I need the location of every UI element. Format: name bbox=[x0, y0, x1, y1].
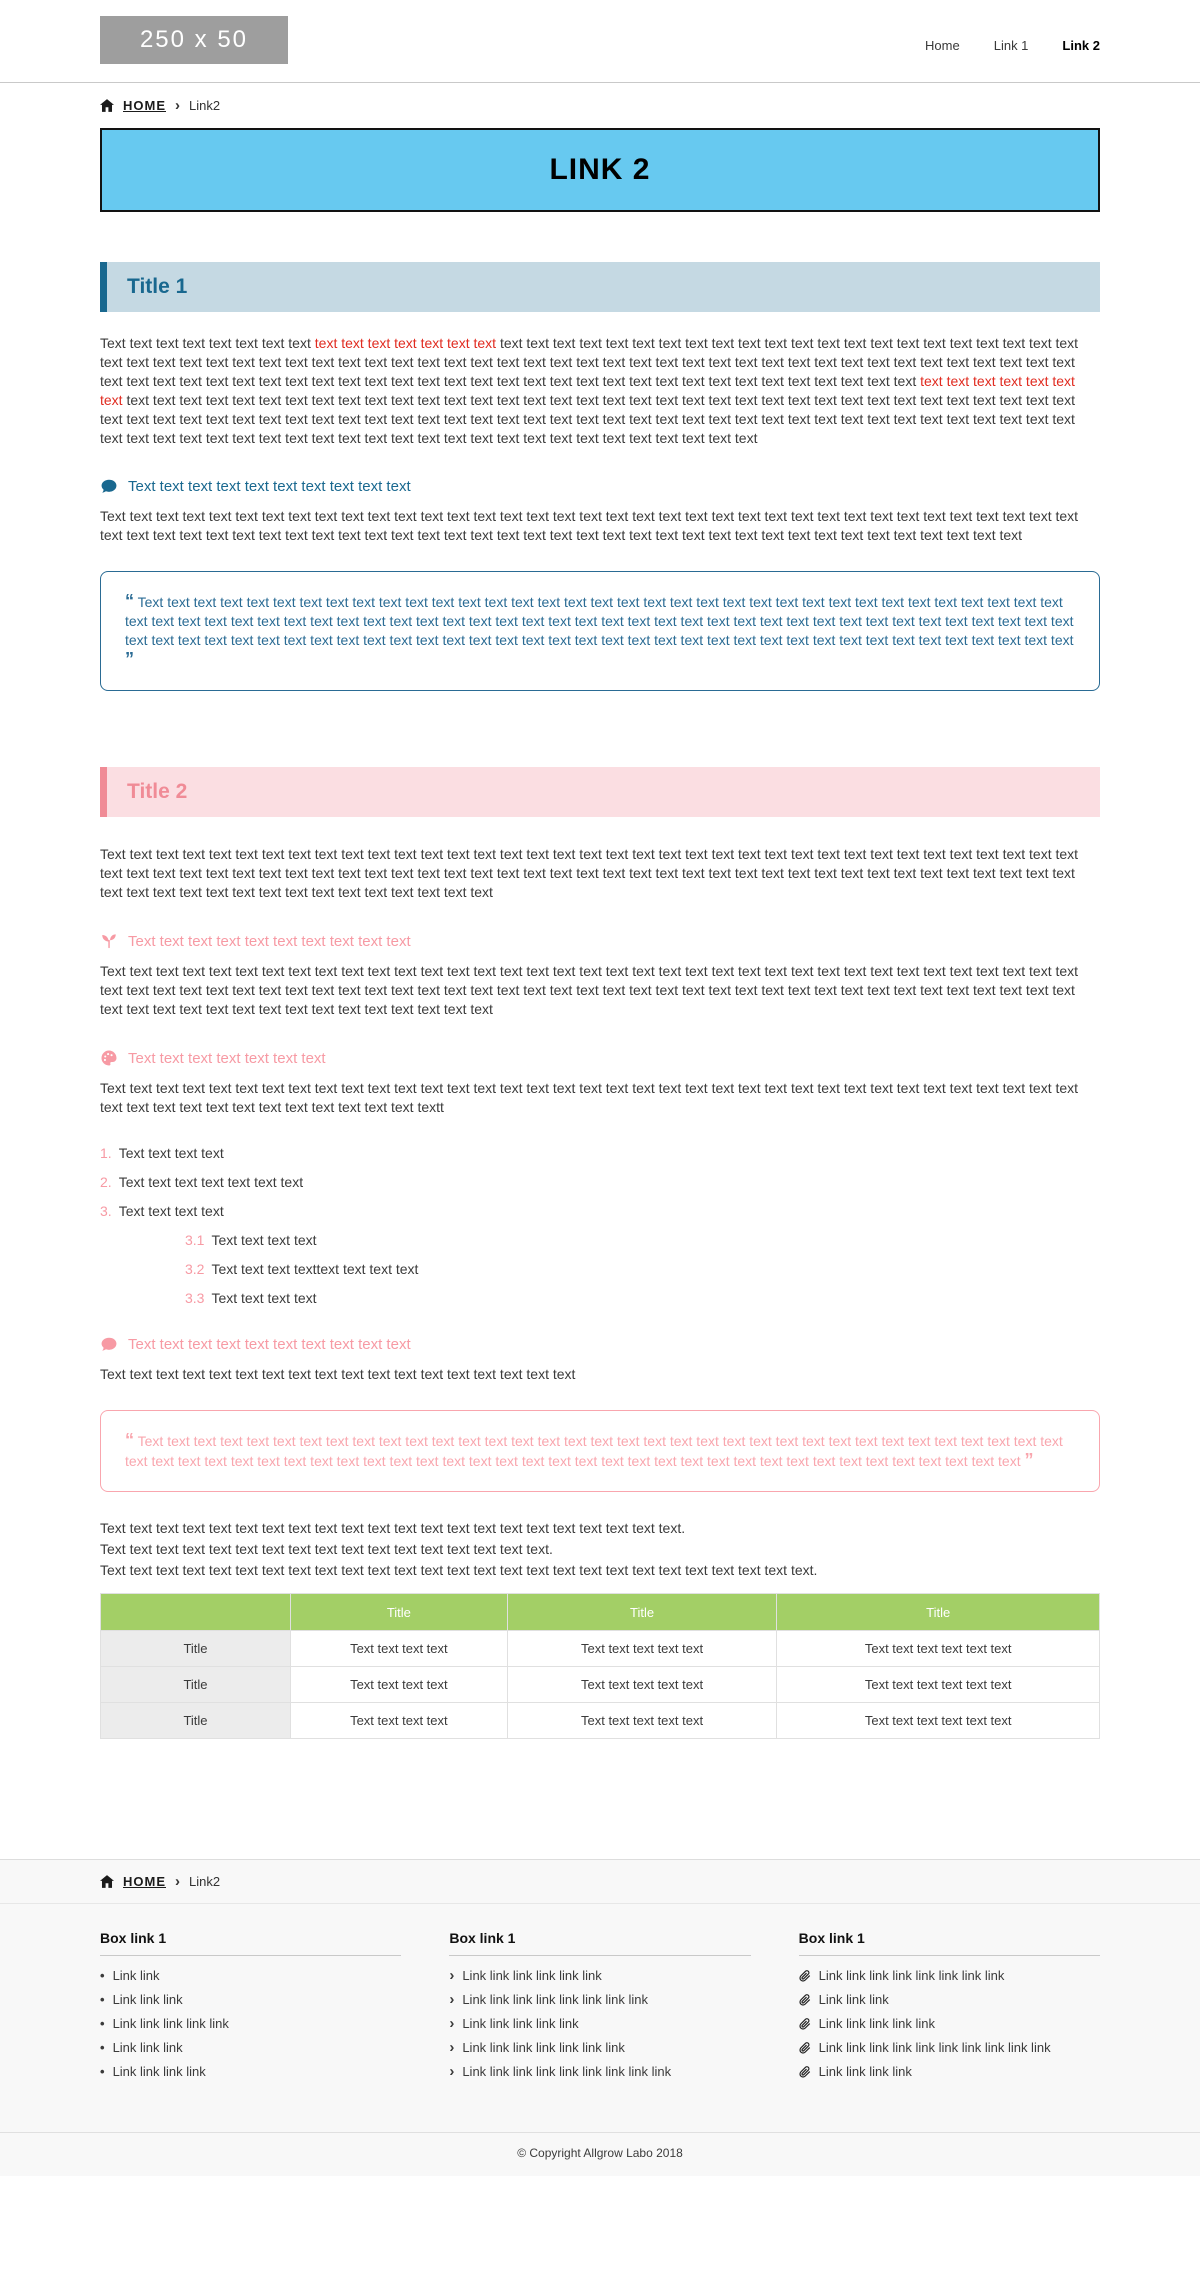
quote-close-icon: ” bbox=[1024, 1450, 1034, 1470]
breadcrumb-current: Link2 bbox=[189, 1874, 221, 1889]
palette-icon bbox=[100, 1049, 118, 1067]
section-title-2: Title 2 bbox=[100, 767, 1100, 817]
breadcrumb-current: Link2 bbox=[189, 98, 221, 113]
table-cell: Text text text text text text bbox=[777, 1631, 1100, 1667]
quote-open-icon: “ bbox=[125, 1430, 134, 1450]
section2-sprout-heading bbox=[100, 932, 1100, 950]
table-row-label: Title bbox=[101, 1703, 291, 1739]
table-cell: Text text text text text text bbox=[777, 1667, 1100, 1703]
chevron-right-icon: › bbox=[449, 2039, 455, 2056]
footer-link-item bbox=[449, 1992, 750, 2007]
heading-text: Text text text text text text text text text text bbox=[128, 932, 411, 950]
footer-link-item bbox=[799, 2016, 1100, 2031]
chevron-right-icon: › bbox=[449, 1991, 455, 2008]
footer-link[interactable]: Link link link link link link link link link bbox=[462, 2064, 672, 2079]
list-number: 3. bbox=[100, 1203, 112, 1219]
list-item-text: Text text text text bbox=[118, 1203, 224, 1219]
table-header-cell: Title bbox=[291, 1594, 508, 1631]
footer-link-item bbox=[799, 2064, 1100, 2079]
footer-link[interactable]: Link link link link bbox=[112, 2064, 206, 2079]
section2-paragraph-3: Text text text text text text text text text text text text text text text text text text text text text text text text text text text text text text text text text text text text text text text text text text text text text text text text text textt bbox=[100, 1080, 1079, 1115]
footer-link-item bbox=[799, 1992, 1100, 2007]
heading-text: Text text text text text text text text text text bbox=[128, 1336, 411, 1353]
paragraph-text: Text text text text text text text text bbox=[100, 335, 311, 351]
list-subitem bbox=[185, 1290, 1100, 1306]
section2-paragraph-1: Text text text text text text text text text text text text text text text text text text text text text text text text text text text text text text text text text text text text text text text text text text text text text text text text text text text text text text text text text text text text text text text text text text text text text text text text text text text text text text text text text text text text text text text text text bbox=[100, 846, 1079, 900]
page-title: LINK 2 bbox=[549, 153, 651, 186]
footer-link-item bbox=[449, 1968, 750, 1983]
footer-link-item bbox=[799, 2040, 1100, 2055]
list-item-text: Text text text texttext text text text bbox=[211, 1261, 419, 1277]
table-row-label: Title bbox=[101, 1631, 291, 1667]
logo[interactable]: 250 x 50 bbox=[100, 16, 288, 64]
chevron-right-icon: › bbox=[175, 97, 180, 114]
chevron-right-icon: › bbox=[449, 1967, 455, 1984]
footer-link[interactable]: Link link link link link link link bbox=[462, 2040, 625, 2055]
paperclip-icon bbox=[799, 2042, 811, 2054]
list-subitem bbox=[185, 1261, 1100, 1277]
footer-link-item bbox=[100, 2040, 401, 2055]
footer-link[interactable]: Link link link link link link link link bbox=[818, 1968, 1005, 1983]
heading-text: Text text text text text text text bbox=[128, 1049, 326, 1067]
table-cell: Text text text text bbox=[291, 1703, 508, 1739]
chevron-right-icon: › bbox=[449, 2063, 455, 2080]
footer-box-title: Box link 1 bbox=[449, 1930, 750, 1956]
paperclip-icon bbox=[799, 2018, 811, 2030]
table-header-row bbox=[101, 1594, 1100, 1631]
table-row bbox=[101, 1631, 1100, 1667]
quote-close-icon: ” bbox=[125, 649, 134, 669]
numbered-list bbox=[100, 1145, 1100, 1306]
list-number: 3.2 bbox=[185, 1261, 205, 1277]
paperclip-icon bbox=[799, 2066, 811, 2078]
list-subitem bbox=[185, 1232, 1100, 1248]
table-cell: Text text text text bbox=[291, 1667, 508, 1703]
comment-icon bbox=[100, 1336, 118, 1353]
footer-link[interactable]: Link link bbox=[112, 1968, 160, 1983]
paperclip-icon bbox=[799, 1994, 811, 2006]
footer-link[interactable]: Link link link link bbox=[818, 2064, 912, 2079]
footer-link[interactable]: Link link link bbox=[112, 2040, 183, 2055]
nav-item-home[interactable]: Home bbox=[925, 37, 960, 53]
footer-link-item bbox=[100, 1992, 401, 2007]
closing-line: Text text text text text text text text text text text text text text text text text. bbox=[100, 1541, 553, 1557]
site-header bbox=[0, 0, 1200, 83]
comment-icon bbox=[100, 478, 118, 495]
footer-link-item bbox=[100, 2016, 401, 2031]
highlighted-text: text text text text text text text bbox=[314, 335, 497, 351]
paragraph-text: text text text text text text text text text text text text text text text text text text text text text text text text text text text text text text text text text text text text text text text text text text text text text text text text text text text text text text text text text text text text text text text text text text text text text text text text text text text text text text text text text text text text text text text text text text bbox=[100, 335, 1079, 389]
footer-link-item bbox=[799, 1968, 1100, 1983]
list-item-text: Text text text text bbox=[118, 1145, 224, 1161]
table-header-cell: Title bbox=[777, 1594, 1100, 1631]
page-title-banner bbox=[100, 128, 1100, 212]
footer-box-3 bbox=[799, 1930, 1100, 2088]
footer-link-item bbox=[100, 1968, 401, 1983]
nav-item-link1[interactable]: Link 1 bbox=[993, 37, 1029, 53]
breadcrumb bbox=[100, 98, 1100, 113]
list-item-text: Text text text text bbox=[211, 1290, 317, 1306]
heading-text: Text text text text text text text text text text bbox=[128, 478, 411, 495]
footer-box-title: Box link 1 bbox=[100, 1930, 401, 1956]
footer-link-item bbox=[449, 2016, 750, 2031]
numbered-sublist bbox=[100, 1232, 1100, 1306]
paperclip-icon bbox=[799, 1970, 811, 1982]
table-row bbox=[101, 1667, 1100, 1703]
footer-box-1 bbox=[100, 1930, 401, 2088]
closing-line: Text text text text text text text text text text text text text text text text text text text text text text text text text text text. bbox=[100, 1562, 818, 1578]
footer-link[interactable]: Link link link bbox=[818, 1992, 889, 2007]
section2-paragraph-2: Text text text text text text text text text text text text text text text text text text text text text text text text text text text text text text text text text text text text text text text text text text text text text text text text text text text text text text text text text text text text text text text text text text text text text text text text text text text text text text text text text text text text text text text text text bbox=[100, 963, 1079, 1017]
list-item bbox=[100, 1203, 1100, 1219]
copyright: © Copyright Allgrow Labo 2018 bbox=[0, 2132, 1200, 2176]
footer-link[interactable]: Link link link bbox=[112, 1992, 183, 2007]
breadcrumb-home-link[interactable]: HOME bbox=[123, 98, 166, 113]
bullet-icon: • bbox=[100, 2016, 105, 2031]
bullet-icon: • bbox=[100, 1992, 105, 2007]
table-cell: Text text text text bbox=[291, 1631, 508, 1667]
footer-link-boxes bbox=[100, 1904, 1100, 2132]
quote-text: Text text text text text text text text text text text text text text text text text text text text text text text text text text text text text text text text text text text text text text text text text text text text text text text text text text text text text text text text text text text text text text text text text text text text text text text text text text text text text text text text text text text text text text text text text text text text text text text text text text text text text text text text text text text bbox=[125, 594, 1074, 648]
list-item-text: Text text text text text text text bbox=[118, 1174, 304, 1190]
paragraph-text: text text text text text text text text text text text text text text text text text text text text text text text text text text text text text text text text text text text text text text text text text text text text text text text text text text text text text text text text text text text text text text text text text text text text text text text text text text text text text text text text text text text text text text text text text text text text text text text text text text bbox=[100, 392, 1075, 446]
section2-quote-box bbox=[100, 1410, 1100, 1492]
section1-quote-box bbox=[100, 571, 1100, 691]
site-footer bbox=[0, 1859, 1200, 2176]
footer-link[interactable]: Link link link link link bbox=[818, 2016, 935, 2031]
list-number: 2. bbox=[100, 1174, 112, 1190]
section2-palette-heading bbox=[100, 1049, 1100, 1067]
footer-link[interactable]: Link link link link link link link link bbox=[462, 1992, 649, 2007]
quote-open-icon: “ bbox=[125, 591, 134, 611]
footer-link[interactable]: Link link link link link bbox=[462, 2016, 579, 2031]
main-nav bbox=[925, 28, 1100, 53]
footer-box-title: Box link 1 bbox=[799, 1930, 1100, 1956]
section2-paragraph-4: Text text text text text text text text text text text text text text text text text text bbox=[100, 1366, 576, 1382]
footer-link-item bbox=[100, 2064, 401, 2079]
table-row-label: Title bbox=[101, 1667, 291, 1703]
footer-box-2 bbox=[449, 1930, 750, 2088]
table-header-cell bbox=[101, 1594, 291, 1631]
section1-paragraph-1 bbox=[100, 334, 1100, 448]
table-header-cell: Title bbox=[507, 1594, 777, 1631]
footer-link-item bbox=[449, 2064, 750, 2079]
section1-comment-heading bbox=[100, 478, 1100, 495]
table-cell: Text text text text text bbox=[507, 1703, 777, 1739]
list-number: 1. bbox=[100, 1145, 112, 1161]
footer-link[interactable]: Link link link link link link link link link link bbox=[818, 2040, 1051, 2055]
main-content bbox=[0, 98, 1200, 1859]
home-icon bbox=[100, 1875, 114, 1888]
footer-link[interactable]: Link link link link link bbox=[112, 2016, 229, 2031]
chevron-right-icon: › bbox=[449, 2015, 455, 2032]
table-cell: Text text text text text bbox=[507, 1667, 777, 1703]
list-item bbox=[100, 1145, 1100, 1161]
list-item-text: Text text text text bbox=[211, 1232, 317, 1248]
section2-closing-paragraph bbox=[100, 1518, 1100, 1581]
footer-breadcrumb bbox=[100, 1874, 1100, 1889]
section1-paragraph-2: Text text text text text text text text text text text text text text text text text text text text text text text text text text text text text text text text text text text text text text text text text text text text text text text text text text text text text text text text text text text text text text text text text text text text text text text text bbox=[100, 508, 1079, 543]
list-item bbox=[100, 1174, 1100, 1190]
section2-comment-heading bbox=[100, 1336, 1100, 1353]
table-cell: Text text text text text text bbox=[777, 1703, 1100, 1739]
footer-link[interactable]: Link link link link link link bbox=[462, 1968, 602, 1983]
quote-text: Text text text text text text text text text text text text text text text text text text text text text text text text text text text text text text text text text text text text text text text text text text text text text text text text text text text text text text text text text text text text text text text text text text text text text bbox=[125, 1433, 1063, 1469]
closing-line: Text text text text text text text text text text text text text text text text text text text text text text. bbox=[100, 1520, 686, 1536]
table-row bbox=[101, 1703, 1100, 1739]
breadcrumb-home-link[interactable]: HOME bbox=[123, 1874, 166, 1889]
home-icon bbox=[100, 99, 114, 112]
section-title-1: Title 1 bbox=[100, 262, 1100, 312]
data-table bbox=[100, 1593, 1100, 1739]
list-number: 3.3 bbox=[185, 1290, 205, 1306]
footer-link-item bbox=[449, 2040, 750, 2055]
highlighted-text: text text text text text text text bbox=[100, 373, 1075, 408]
chevron-right-icon: › bbox=[175, 1873, 180, 1890]
nav-item-link2[interactable]: Link 2 bbox=[1062, 37, 1100, 53]
bullet-icon: • bbox=[100, 2040, 105, 2055]
list-number: 3.1 bbox=[185, 1232, 205, 1248]
table-cell: Text text text text text bbox=[507, 1631, 777, 1667]
bullet-icon: • bbox=[100, 1968, 105, 1983]
bullet-icon: • bbox=[100, 2064, 105, 2079]
sprout-icon bbox=[100, 932, 118, 950]
